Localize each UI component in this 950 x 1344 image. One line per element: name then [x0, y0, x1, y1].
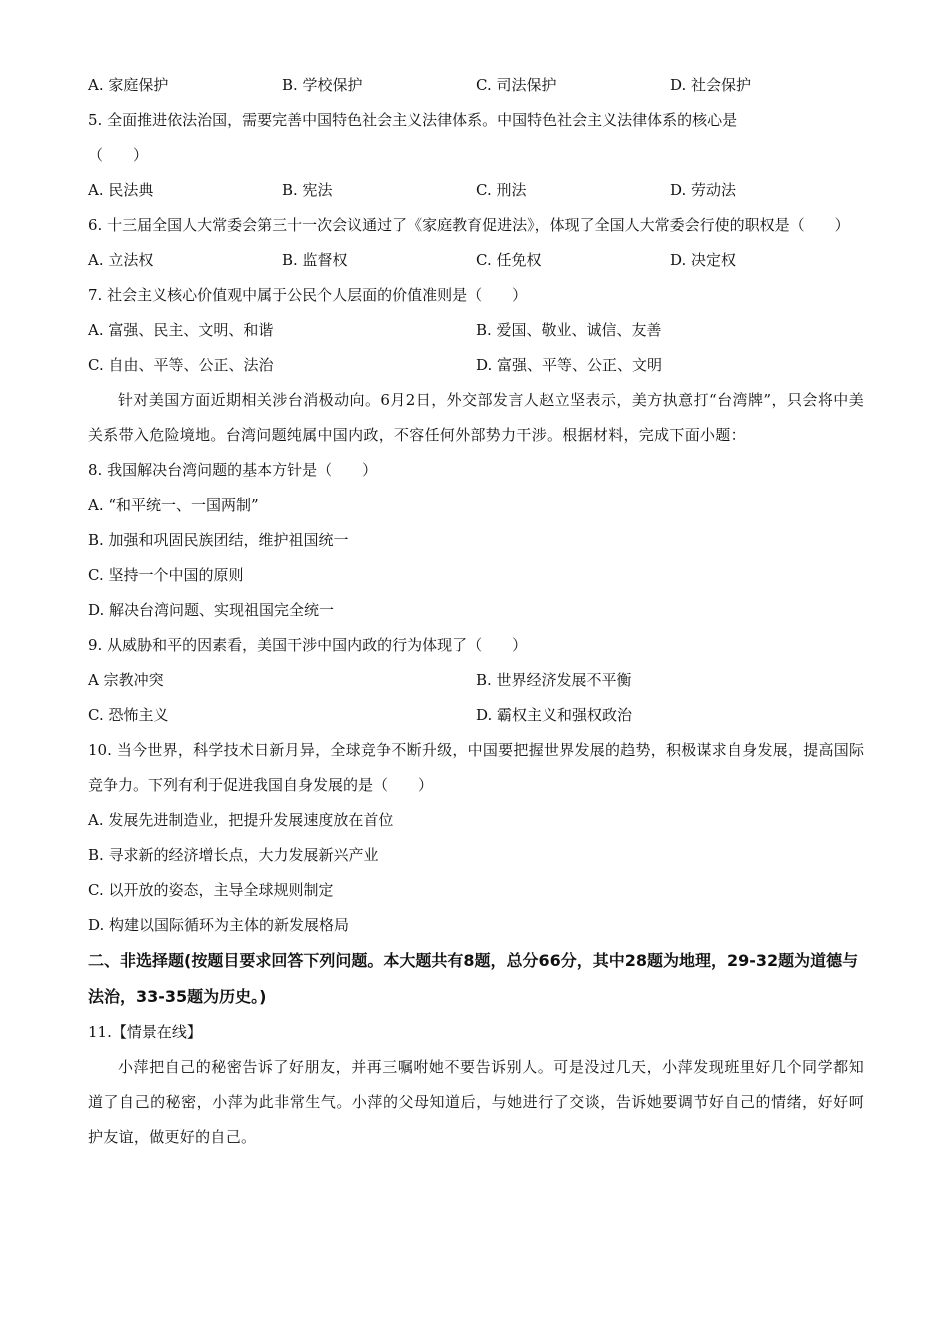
material-paragraph: 针对美国方面近期相关涉台消极动向。6月2日，外交部发言人赵立坚表示，美方执意打“台湾牌”，只会将中美关系带入危险境地。台湾问题纯属中国内政，不容任何外部势力干涉。根据材料，完成下面小题：	[88, 391, 864, 444]
q5-option-c: C. 刑法	[476, 181, 527, 199]
q9-option-d: D. 霸权主义和强权政治	[476, 706, 633, 724]
q9-options-row1	[88, 663, 864, 698]
q4-option-a: A. 家庭保护	[88, 76, 169, 94]
q8-option-c: C. 坚持一个中国的原则	[88, 566, 244, 584]
q6-option-a: A. 立法权	[88, 251, 154, 269]
section-two-heading: 二、非选择题(按题目要求回答下列问题。本大题共有8题，总分66分，其中28题为地理，29-32题为道德与法治，33-35题为历史。)	[88, 951, 859, 1006]
q5-stem-cont: （ ）	[88, 146, 149, 164]
q10-stem: 10. 当今世界，科学技术日新月异，全球竞争不断升级，中国要把握世界发展的趋势，积极谋求自身发展，提高国际竞争力。下列有利于促进我国自身发展的是（ ）	[88, 741, 864, 794]
q6-options	[88, 243, 864, 278]
q7-option-c: C. 自由、平等、公正、法治	[88, 356, 274, 374]
q5-options	[88, 173, 864, 208]
q7-options-row1	[88, 313, 864, 348]
q6-option-b: B. 监督权	[282, 251, 348, 269]
q5-stem: 5. 全面推进依法治国，需要完善中国特色社会主义法律体系。中国特色社会主义法律体系的核心是	[88, 111, 738, 129]
q5-option-a: A. 民法典	[88, 181, 154, 199]
q8-option-d: D. 解决台湾问题、实现祖国完全统一	[88, 601, 335, 619]
q9-options-row2	[88, 698, 864, 733]
q11-scenario: 小萍把自己的秘密告诉了好朋友，并再三嘱咐她不要告诉别人。可是没过几天，小萍发现班里好几个同学都知道了自己的秘密，小萍为此非常生气。小萍的父母知道后，与她进行了交谈，告诉她要调节好自己的情绪，好好呵护友谊，做更好的自己。	[88, 1058, 864, 1146]
q9-option-a: A 宗教冲突	[88, 671, 164, 689]
q6-option-c: C. 任免权	[476, 251, 542, 269]
q4-options	[88, 68, 864, 103]
q10-option-a: A. 发展先进制造业，把提升发展速度放在首位	[88, 811, 394, 829]
q11-title: 11.【情景在线】	[88, 1023, 202, 1041]
q5-option-d: D. 劳动法	[670, 181, 737, 199]
q8-stem: 8. 我国解决台湾问题的基本方针是（ ）	[88, 461, 378, 479]
q7-options-row2	[88, 348, 864, 383]
q7-option-a: A. 富强、民主、文明、和谐	[88, 321, 274, 339]
q10-option-c: C. 以开放的姿态，主导全球规则制定	[88, 881, 334, 899]
q7-stem: 7. 社会主义核心价值观中属于公民个人层面的价值准则是（ ）	[88, 286, 528, 304]
q10-option-d: D. 构建以国际循环为主体的新发展格局	[88, 916, 350, 934]
q7-option-b: B. 爱国、敬业、诚信、友善	[476, 321, 662, 339]
q5-option-b: B. 宪法	[282, 181, 333, 199]
q9-stem: 9. 从威胁和平的因素看，美国干涉中国内政的行为体现了（ ）	[88, 636, 528, 654]
q9-option-c: C. 恐怖主义	[88, 706, 169, 724]
q4-option-d: D. 社会保护	[670, 76, 752, 94]
q10-option-b: B. 寻求新的经济增长点，大力发展新兴产业	[88, 846, 379, 864]
q4-option-b: B. 学校保护	[282, 76, 363, 94]
q7-option-d: D. 富强、平等、公正、文明	[476, 356, 663, 374]
q4-option-c: C. 司法保护	[476, 76, 557, 94]
q6-option-d: D. 决定权	[670, 251, 737, 269]
q8-option-b: B. 加强和巩固民族团结，维护祖国统一	[88, 531, 349, 549]
q6-stem: 6. 十三届全国人大常委会第三十一次会议通过了《家庭教育促进法》，体现了全国人大常委会行使的职权是（ ）	[88, 216, 850, 234]
q8-option-a: A. “和平统一、一国两制”	[88, 496, 259, 514]
q9-option-b: B. 世界经济发展不平衡	[476, 671, 632, 689]
exam-page	[88, 68, 864, 1155]
